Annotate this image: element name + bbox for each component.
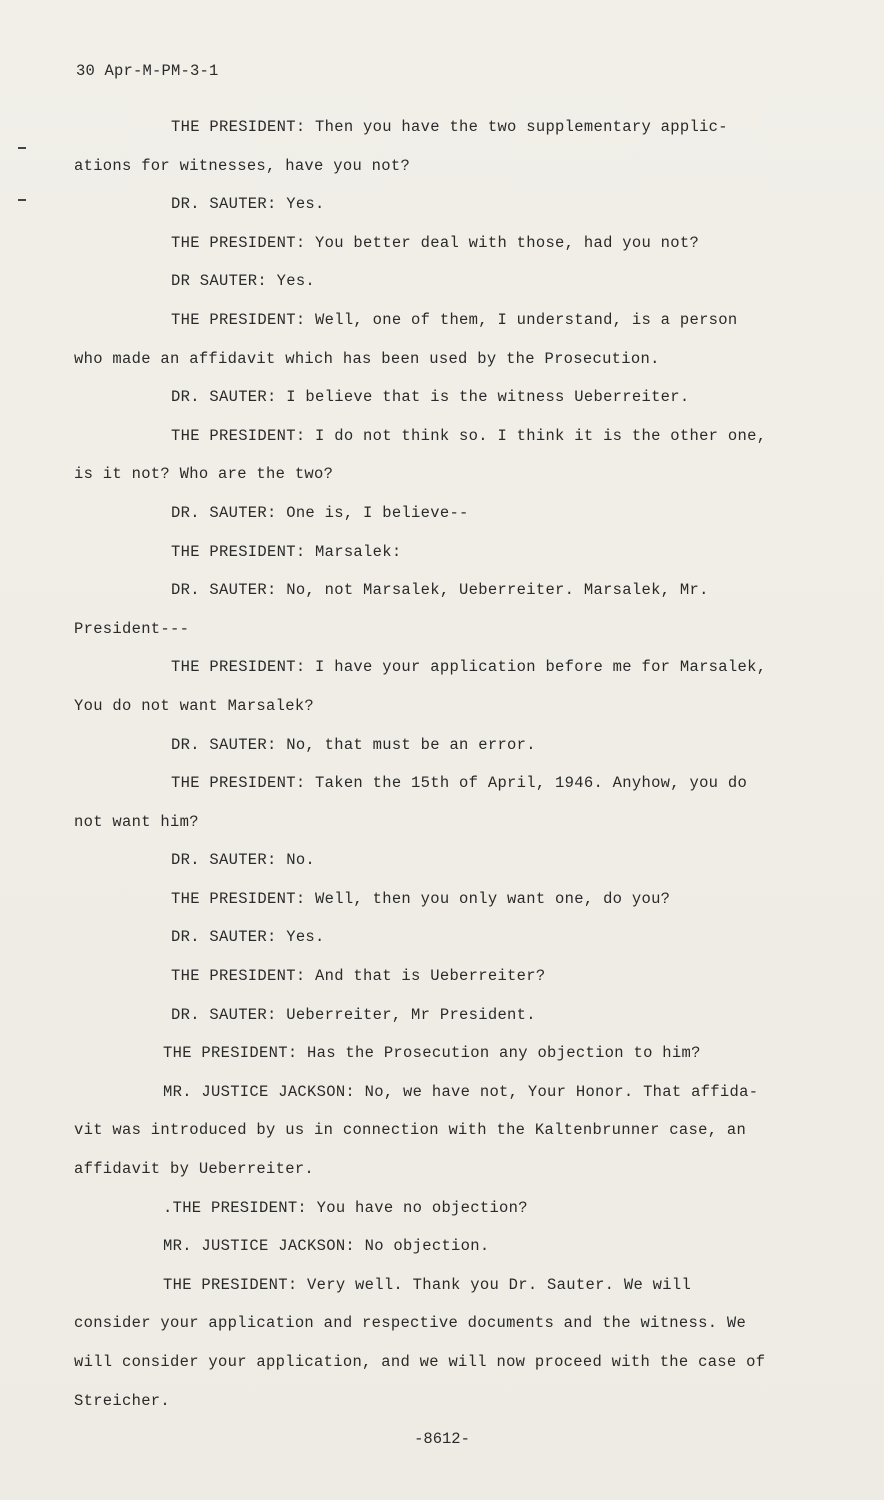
transcript-line [0,1314,884,1353]
transcript-line-text: THE PRESIDENT: And that is Ueberreiter? [171,967,546,986]
transcript-line-text: THE PRESIDENT: Taken the 15th of April, 1946. Anyhow, you do [171,774,748,793]
transcript-line-text: consider your application and respective documents and the witness. We [74,1314,747,1333]
transcript-line-text: You do not want Marsalek? [74,696,315,715]
transcript-line [0,1276,884,1315]
transcript-line [0,465,884,504]
transcript-line-text: DR. SAUTER: No, not Marsalek, Ueberreiter. Marsalek, Mr. [171,581,709,600]
transcript-line [0,1160,884,1199]
transcript-line [0,504,884,543]
transcript-line-text: will consider your application, and we will now proceed with the case of [74,1353,766,1371]
transcript-line-text: affidavit by Ueberreiter. [74,1160,315,1179]
transcript-line [0,658,884,697]
transcript-line-text: DR SAUTER: Yes. [171,272,316,291]
transcript-line-text: DR. SAUTER: Yes. [171,928,325,947]
transcript-body [0,118,884,1430]
transcript-line-text: THE PRESIDENT: Well, one of them, I understand, is a person [171,310,738,329]
transcript-line-text: MR. JUSTICE JACKSON: No objection. [163,1237,490,1256]
transcript-line [0,1237,884,1276]
transcript-line [0,774,884,813]
transcript-line [0,581,884,620]
page-number: -8612- [414,1430,470,1448]
transcript-line-text: MR. JUSTICE JACKSON: No, we have not, Your Honor. That affida- [163,1082,759,1101]
transcript-line [0,928,884,967]
transcript-line [0,813,884,852]
transcript-line-text: vit was introduced by us in connection with the Kaltenbrunner case, an [74,1121,747,1140]
transcript-line [0,157,884,196]
transcript-line-text: DR. SAUTER: No, that must be an error. [171,735,536,754]
transcript-line [0,1083,884,1122]
transcript-line [0,350,884,389]
transcript-line-text: DR. SAUTER: Yes. [171,195,325,214]
transcript-line [0,118,884,157]
transcript-line-text: .THE PRESIDENT: You have no objection? [163,1198,528,1217]
transcript-line-text: THE PRESIDENT: I have your application before me for Marsalek, [171,658,767,677]
transcript-line [0,195,884,234]
transcript-line-text: ations for witnesses, have you not? [74,156,411,175]
transcript-line [0,851,884,890]
transcript-line [0,736,884,775]
transcript-line-text: THE PRESIDENT: Very well. Thank you Dr. Sauter. We will [163,1275,692,1294]
transcript-line-text: THE PRESIDENT: Well, then you only want one, do you? [171,889,671,908]
transcript-line [0,890,884,929]
page-header: 30 Apr-M-PM-3-1 [76,62,219,80]
transcript-line-text: DR. SAUTER: No. [171,851,316,870]
transcript-line-text: Streicher. [74,1391,171,1410]
transcript-line-text: THE PRESIDENT: Has the Prosecution any objection to him? [163,1044,701,1063]
transcript-line-text: DR. SAUTER: Ueberreiter, Mr President. [171,1005,536,1024]
transcript-line-text: President--- [74,619,190,638]
transcript-line [0,1392,884,1431]
transcript-line [0,1006,884,1045]
transcript-line [0,1199,884,1238]
transcript-line [0,311,884,350]
transcript-line [0,427,884,466]
transcript-line [0,1353,884,1392]
transcript-line-text: not want him? [74,812,199,831]
transcript-line [0,697,884,736]
transcript-line-text: who made an affidavit which has been used by the Prosecution. [74,349,660,368]
transcript-line [0,234,884,273]
transcript-line [0,543,884,582]
transcript-line [0,1121,884,1160]
transcript-line-text: DR. SAUTER: One is, I believe-- [171,503,469,522]
transcript-line-text: THE PRESIDENT: You better deal with those, had you not? [171,233,700,252]
transcript-line [0,272,884,311]
transcript-line-text: THE PRESIDENT: Then you have the two supplementary applic- [171,118,728,136]
transcript-line-text: is it not? Who are the two? [74,465,334,484]
transcript-line [0,388,884,427]
transcript-line-text: THE PRESIDENT: I do not think so. I think it is the other one, [171,426,767,445]
transcript-line [0,1044,884,1083]
transcript-line [0,620,884,659]
transcript-line-text: DR. SAUTER: I believe that is the witness Ueberreiter. [171,388,690,407]
transcript-line [0,967,884,1006]
transcript-line-text: THE PRESIDENT: Marsalek: [171,542,402,561]
